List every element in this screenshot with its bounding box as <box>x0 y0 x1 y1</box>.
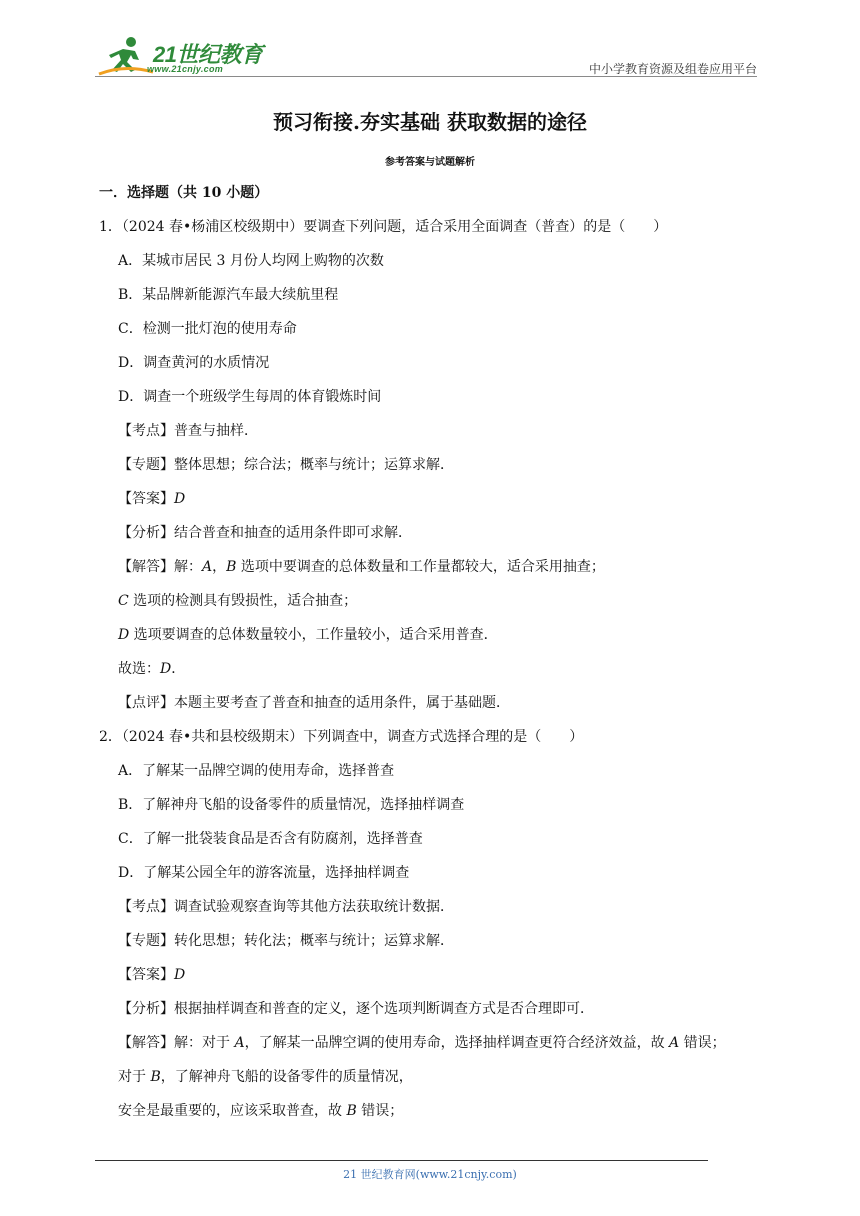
page-title: 预习衔接.夯实基础 获取数据的途径 <box>273 110 587 134</box>
q1-guxuan <box>118 660 185 678</box>
runner-logo-icon <box>95 34 155 78</box>
q2-option-d: D．了解某公园全年的游客流量，选择抽样调查 <box>118 865 410 881</box>
q2-jieda <box>118 1034 726 1052</box>
q1-jieda-label: 【解答】解： <box>118 559 202 575</box>
q2-safe-pre: 安全是最重要的，应该采取普查，故 <box>118 1103 347 1119</box>
q2-option-a: A．了解某一品牌空调的使用寿命，选择普查 <box>118 763 395 779</box>
q1-dianping: 【点评】本题主要考查了普查和抽查的适用条件，属于基础题． <box>118 695 510 711</box>
q2-zhuanti: 【专题】转化思想；转化法；概率与统计；运算求解． <box>118 933 454 949</box>
q2-jieda-safe <box>118 1102 403 1120</box>
q2-jieda-rest: ，了解某一品牌空调的使用寿命，选择抽样调查更符合经济效益，故 <box>244 1035 670 1051</box>
q1-jieda-a: A <box>202 559 213 575</box>
q2-safe-letter: B <box>346 1103 357 1119</box>
q1-c-letter: C <box>118 593 129 609</box>
page-subtitle: 参考答案与试题解析 <box>385 157 475 168</box>
q1-option-a: A．某城市居民 3 月份人均网上购物的次数 <box>118 253 384 269</box>
q1-option-d2: D．调查一个班级学生每周的体育锻炼时间 <box>118 389 382 405</box>
q1-guxuan-end: ． <box>171 661 186 677</box>
q1-jieda-c <box>118 592 357 610</box>
q1-guxuan-label: 故选： <box>118 661 160 677</box>
footer-link[interactable]: 21 世纪教育网(www.21cnjy.com) <box>343 1168 517 1181</box>
q1-option-b: B．某品牌新能源汽车最大续航里程 <box>118 287 339 303</box>
q2-jieda-a2: A <box>669 1035 680 1051</box>
q2-b-pre: 对于 <box>118 1069 151 1085</box>
q2-safe-end: 错误； <box>356 1103 404 1119</box>
q2-answer <box>118 966 185 984</box>
q1-option-d: D．调查黄河的水质情况 <box>118 355 270 371</box>
q1-jieda-rest: 选项中要调查的总体数量和工作量都较大，适合采用抽查； <box>236 559 605 575</box>
q2-jieda-b <box>118 1068 413 1086</box>
logo-text: 21世纪教育 <box>153 42 263 67</box>
footer-divider <box>95 1160 708 1161</box>
q2-b-text: ，了解神舟飞船的设备零件的质量情况， <box>160 1069 413 1085</box>
q1-d-text: 选项要调查的总体数量较小，工作量较小，适合采用普查． <box>129 627 498 643</box>
q2-option-c: C．了解一批袋装食品是否含有防腐剂，选择普查 <box>118 831 423 847</box>
q2-option-b: B．了解神舟飞船的设备零件的质量情况，选择抽样调查 <box>118 797 465 813</box>
q1-jieda-sep: ， <box>212 559 227 575</box>
platform-name: 中小学教育资源及组卷应用平台 <box>588 62 757 76</box>
q2-jieda-label: 【解答】解：对于 <box>118 1035 235 1051</box>
q1-guxuan-value: D <box>160 661 172 677</box>
section-heading: 一．选择题（共 10 小题） <box>99 185 269 201</box>
q2-fenxi: 【分析】根据抽样调查和普查的定义，逐个选项判断调查方式是否合理即可． <box>118 1001 594 1017</box>
q1-kaodian: 【考点】普查与抽样． <box>118 423 258 439</box>
q1-jieda-d <box>118 626 498 644</box>
q2-answer-value: D <box>174 967 186 983</box>
site-logo[interactable] <box>95 34 265 78</box>
q1-answer-label: 【答案】 <box>118 491 174 507</box>
question-2-stem: 2．（2024 春•共和县校级期末）下列调查中，调查方式选择合理的是（ ） <box>99 729 584 745</box>
question-1-stem: 1．（2024 春•杨浦区校级期中）要调查下列问题，适合采用全面调查（普查）的是（ ） <box>99 219 668 235</box>
q1-jieda <box>118 558 605 576</box>
q1-jieda-b: B <box>226 559 237 575</box>
q1-answer-value: D <box>174 491 186 507</box>
q1-answer <box>118 490 185 508</box>
q1-zhuanti: 【专题】整体思想；综合法；概率与统计；运算求解． <box>118 457 454 473</box>
q2-answer-label: 【答案】 <box>118 967 174 983</box>
logo-url: www.21cnjy.com <box>147 64 224 74</box>
q2-b-letter: B <box>150 1069 161 1085</box>
header-divider <box>95 76 757 77</box>
q1-c-text: 选项的检测具有毁损性，适合抽查； <box>128 593 358 609</box>
q2-kaodian: 【考点】调查试验观察查询等其他方法获取统计数据． <box>118 899 454 915</box>
q1-option-c: C．检测一批灯泡的使用寿命 <box>118 321 297 337</box>
q1-fenxi: 【分析】结合普查和抽查的适用条件即可求解． <box>118 525 412 541</box>
q2-jieda-a: A <box>234 1035 245 1051</box>
q2-jieda-end: 错误； <box>679 1035 726 1051</box>
page-header <box>95 34 757 80</box>
q1-d-letter: D <box>118 627 130 643</box>
